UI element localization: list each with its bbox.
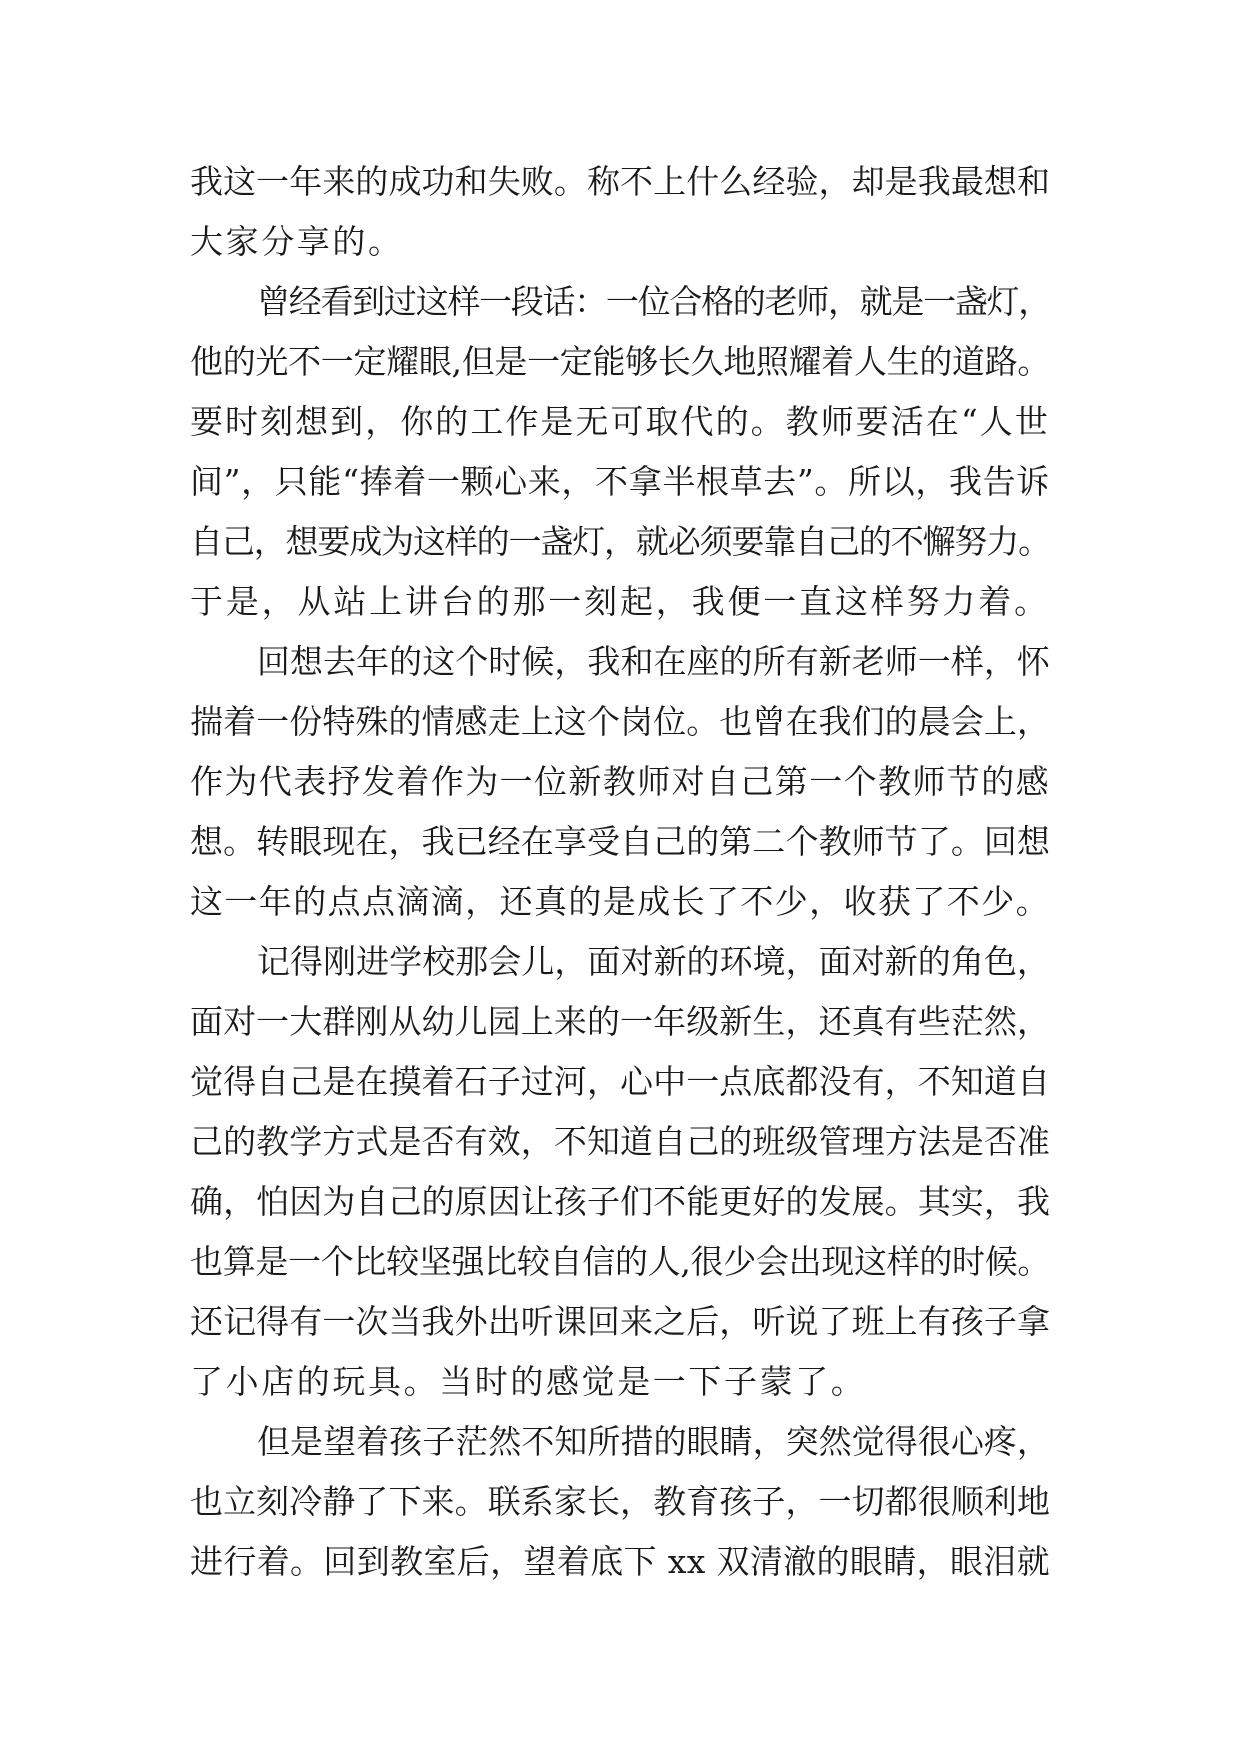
text-line: 想。转眼现在，我已经在享受自己的第二个教师节了。回想 bbox=[190, 822, 1051, 861]
text-line: 自己，想要成为这样的一盏灯，就必须要靠自己的不懈努力。 bbox=[190, 522, 1050, 561]
text-line: 觉得自己是在摸着石子过河，心中一点底都没有，不知道自 bbox=[190, 1062, 1051, 1101]
text-line: 了小店的玩具。当时的感觉是一下子蒙了。 bbox=[190, 1362, 867, 1401]
text-line: 间”，只能“捧着一颗心来，不拿半根草去”。所以，我告诉 bbox=[190, 462, 1050, 501]
text-line: 他的光不一定耀眼,但是一定能够长久地照耀着人生的道路。 bbox=[190, 342, 1051, 381]
text-line: 进行着。回到教室后，望着底下 xx 双清澈的眼睛，眼泪就 bbox=[190, 1542, 1051, 1581]
paragraph-first-line: 回想去年的这个时候，我和在座的所有新老师一样，怀 bbox=[257, 642, 1050, 681]
text-line: 确，怕因为自己的原因让孩子们不能更好的发展。其实，我 bbox=[190, 1182, 1051, 1221]
text-line: 于是，从站上讲台的那一刻起，我便一直这样努力着。 bbox=[190, 582, 1050, 621]
text-line: 面对一大群刚从幼儿园上来的一年级新生，还真有些茫然， bbox=[190, 1002, 1051, 1041]
text-line: 也立刻冷静了下来。联系家长，教育孩子，一切都很顺利地 bbox=[190, 1482, 1051, 1521]
text-line: 作为代表抒发着作为一位新教师对自己第一个教师节的感 bbox=[190, 762, 1050, 801]
text-line: 己的教学方式是否有效，不知道自己的班级管理方法是否准 bbox=[190, 1122, 1051, 1161]
text-line: 揣着一份特殊的情感走上这个岗位。也曾在我们的晨会上， bbox=[190, 702, 1051, 741]
text-line: 我这一年来的成功和失败。称不上什么经验，却是我最想和 bbox=[190, 162, 1051, 201]
text-line: 要时刻想到，你的工作是无可取代的。教师要活在“人世 bbox=[190, 402, 1050, 441]
text-line: 大家分享的。 bbox=[190, 222, 404, 261]
text-line: 也算是一个比较坚强比较自信的人,很少会出现这样的时候。 bbox=[190, 1242, 1051, 1281]
text-line: 这一年的点点滴滴，还真的是成长了不少，收获了不少。 bbox=[190, 882, 1050, 921]
paragraph-first-line: 曾经看到过这样一段话：一位合格的老师，就是一盏灯， bbox=[257, 282, 1050, 321]
body-text bbox=[190, 152, 1050, 1592]
paragraph-first-line: 但是望着孩子茫然不知所措的眼睛，突然觉得很心疼， bbox=[257, 1422, 1050, 1461]
paragraph-first-line: 记得刚进学校那会儿，面对新的环境，面对新的角色， bbox=[257, 942, 1050, 981]
text-line: 还记得有一次当我外出听课回来之后，听说了班上有孩子拿 bbox=[190, 1302, 1051, 1341]
